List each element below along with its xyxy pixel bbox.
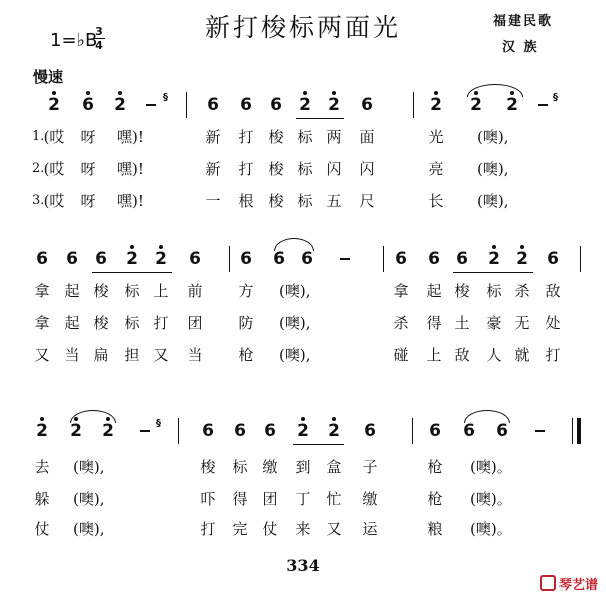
lyric-syllable: (哎 bbox=[43, 192, 65, 210]
lyric-syllable: 运 bbox=[362, 520, 378, 538]
note: 6 bbox=[273, 249, 285, 269]
time-signature-bottom: 4 bbox=[95, 39, 103, 52]
lyric-syllable: 五 bbox=[326, 192, 342, 210]
dash bbox=[340, 258, 350, 260]
note: 6 bbox=[456, 249, 468, 269]
lyric-syllable: 敌 bbox=[454, 346, 470, 364]
lyric-syllable: 梭 bbox=[200, 458, 216, 476]
lyric-syllable: (噢), bbox=[279, 346, 311, 364]
note: 6 bbox=[361, 95, 373, 115]
lyric-syllable: 忙 bbox=[326, 490, 342, 508]
lyric-syllable: 防 bbox=[238, 314, 254, 332]
lyric-syllable: 缴 bbox=[362, 490, 378, 508]
dash bbox=[146, 104, 156, 106]
note: 2 bbox=[326, 422, 342, 440]
lyric-syllable: 来 bbox=[295, 520, 311, 538]
lyric-syllable: 上 bbox=[426, 346, 442, 364]
lyric-syllable: 拿 bbox=[34, 314, 50, 332]
lyric-syllable: 人 bbox=[486, 346, 502, 364]
lyric-syllable: 完 bbox=[232, 520, 248, 538]
lyric-syllable: 打 bbox=[238, 128, 254, 146]
verse-number: 2. bbox=[32, 161, 45, 176]
lyric-syllable: 方 bbox=[238, 282, 254, 300]
lyric-syllable: 吓 bbox=[200, 490, 216, 508]
lyric-syllable: 标 bbox=[232, 458, 248, 476]
slur bbox=[70, 410, 116, 423]
lyric-syllable: (噢), bbox=[477, 192, 509, 210]
origin-ethnic: 汉 族 bbox=[502, 40, 539, 55]
note: 6 bbox=[395, 249, 407, 269]
lyric-syllable: 敌 bbox=[545, 282, 561, 300]
lyric-syllable: 枪 bbox=[238, 346, 254, 364]
lyric-syllable: 上 bbox=[153, 282, 169, 300]
time-signature bbox=[93, 26, 105, 51]
lyric-syllable: 豪 bbox=[486, 314, 502, 332]
lyric-syllable: 子 bbox=[362, 458, 378, 476]
lyric-syllable: (噢)。 bbox=[470, 490, 512, 508]
lyric-syllable: 梭 bbox=[93, 282, 109, 300]
tempo-marking: 慢速 bbox=[33, 68, 64, 86]
staff-line-1 bbox=[0, 88, 606, 128]
lyric-syllable: 打 bbox=[238, 160, 254, 178]
lyric-syllable: 闪 bbox=[359, 160, 375, 178]
lyric-syllable: (噢), bbox=[73, 520, 105, 538]
lyric-syllable: 担 bbox=[124, 346, 140, 364]
note: 6 bbox=[428, 249, 440, 269]
underline bbox=[453, 272, 533, 273]
note: 6 bbox=[264, 421, 276, 441]
lyric-syllable: 打 bbox=[545, 346, 561, 364]
note: 2 bbox=[100, 422, 116, 440]
note: 2 bbox=[124, 250, 140, 268]
lyric-syllable: (噢), bbox=[279, 282, 311, 300]
note: 6 bbox=[463, 421, 475, 441]
lyric-syllable: 一 bbox=[205, 192, 221, 210]
bar-line bbox=[572, 418, 573, 444]
lyric-syllable: 标 bbox=[297, 160, 313, 178]
lyric-syllable: 又 bbox=[153, 346, 169, 364]
note: 2 bbox=[514, 250, 530, 268]
lyric-syllable: 新 bbox=[205, 128, 221, 146]
bar-line bbox=[186, 92, 187, 118]
lyric-syllable: 起 bbox=[64, 282, 80, 300]
lyric-syllable: 梭 bbox=[268, 192, 284, 210]
lyric-syllable: 前 bbox=[187, 282, 203, 300]
underline bbox=[92, 272, 172, 273]
bar-line bbox=[178, 418, 179, 444]
note: 2 bbox=[112, 96, 128, 114]
lyric-syllable: 拿 bbox=[34, 282, 50, 300]
page-number: 334 bbox=[286, 556, 320, 575]
lyric-syllable: 标 bbox=[124, 282, 140, 300]
bar-line bbox=[580, 246, 581, 272]
song-title: 新打梭标两面光 bbox=[204, 13, 401, 42]
lyric-syllable: 标 bbox=[297, 128, 313, 146]
watermark-logo bbox=[540, 574, 598, 593]
lyric-syllable: 拿 bbox=[393, 282, 409, 300]
staff-line-2 bbox=[0, 242, 606, 282]
lyric-syllable: 团 bbox=[187, 314, 203, 332]
lyric-syllable: (噢)。 bbox=[470, 458, 512, 476]
lyric-syllable: 团 bbox=[262, 490, 278, 508]
dash bbox=[538, 104, 548, 106]
lyric-syllable: 嘿)! bbox=[117, 160, 144, 178]
origin-region: 福建民歌 bbox=[493, 14, 554, 29]
key-signature: 1=♭B bbox=[50, 30, 98, 51]
lyric-syllable: 呀 bbox=[80, 160, 96, 178]
lyric-syllable: 两 bbox=[326, 128, 342, 146]
lyric-syllable: 去 bbox=[34, 458, 50, 476]
dash bbox=[140, 430, 150, 432]
note: 6 bbox=[240, 95, 252, 115]
note: 6 bbox=[301, 249, 313, 269]
underline bbox=[296, 118, 344, 119]
lyric-syllable: 新 bbox=[205, 160, 221, 178]
note: 6 bbox=[189, 249, 201, 269]
lyric-syllable: 标 bbox=[297, 192, 313, 210]
bar-line bbox=[412, 418, 413, 444]
note: 6 bbox=[95, 249, 107, 269]
breath-mark: § bbox=[156, 418, 161, 429]
lyric-syllable: 嘿)! bbox=[117, 192, 144, 210]
note: 2 bbox=[34, 422, 50, 440]
staff-line-3 bbox=[0, 414, 606, 454]
verse-number: 3. bbox=[32, 193, 45, 208]
lyric-syllable: 仗 bbox=[34, 520, 50, 538]
lyric-syllable: 标 bbox=[486, 282, 502, 300]
lyric-syllable: 盒 bbox=[326, 458, 342, 476]
lyric-syllable: 打 bbox=[200, 520, 216, 538]
note: 2 bbox=[468, 96, 484, 114]
breath-mark: § bbox=[553, 92, 558, 103]
note: 2 bbox=[46, 96, 62, 114]
lyric-syllable: 面 bbox=[359, 128, 375, 146]
lyric-syllable: 起 bbox=[426, 282, 442, 300]
note: 2 bbox=[153, 250, 169, 268]
note: 6 bbox=[240, 249, 252, 269]
lyric-syllable: (哎 bbox=[43, 160, 65, 178]
lyric-syllable: 梭 bbox=[93, 314, 109, 332]
lyric-syllable: 枪 bbox=[427, 458, 443, 476]
logo-icon bbox=[540, 575, 556, 591]
lyric-syllable: (噢), bbox=[477, 128, 509, 146]
final-bar-line bbox=[577, 418, 581, 444]
slur bbox=[274, 238, 314, 251]
bar-line bbox=[413, 92, 414, 118]
note: 6 bbox=[36, 249, 48, 269]
lyric-syllable: 呀 bbox=[80, 128, 96, 146]
note: 2 bbox=[486, 250, 502, 268]
note: 2 bbox=[504, 96, 520, 114]
lyric-syllable: 闪 bbox=[326, 160, 342, 178]
lyric-syllable: (噢), bbox=[73, 490, 105, 508]
note: 2 bbox=[295, 422, 311, 440]
lyric-syllable: 无 bbox=[514, 314, 530, 332]
note: 6 bbox=[202, 421, 214, 441]
lyric-syllable: 缴 bbox=[262, 458, 278, 476]
lyric-syllable: 杀 bbox=[514, 282, 530, 300]
note: 6 bbox=[496, 421, 508, 441]
bar-line bbox=[383, 246, 384, 272]
lyric-syllable: 亮 bbox=[428, 160, 444, 178]
lyric-syllable: 处 bbox=[545, 314, 561, 332]
lyric-syllable: 杀 bbox=[393, 314, 409, 332]
lyric-syllable: 根 bbox=[238, 192, 254, 210]
note: 2 bbox=[68, 422, 84, 440]
slur bbox=[464, 410, 510, 423]
lyric-syllable: 打 bbox=[153, 314, 169, 332]
breath-mark: § bbox=[163, 92, 168, 103]
lyric-syllable: 得 bbox=[232, 490, 248, 508]
lyric-syllable: (噢), bbox=[279, 314, 311, 332]
bar-line bbox=[229, 246, 230, 272]
lyric-syllable: 嘿)! bbox=[117, 128, 144, 146]
lyric-syllable: 扁 bbox=[93, 346, 109, 364]
dash bbox=[535, 430, 545, 432]
lyric-syllable: 得 bbox=[426, 314, 442, 332]
note: 6 bbox=[66, 249, 78, 269]
note: 6 bbox=[547, 249, 559, 269]
lyric-syllable: 梭 bbox=[268, 128, 284, 146]
note: 6 bbox=[234, 421, 246, 441]
note: 6 bbox=[270, 95, 282, 115]
lyric-syllable: 梭 bbox=[268, 160, 284, 178]
lyric-syllable: 长 bbox=[428, 192, 444, 210]
underline bbox=[293, 444, 344, 445]
note: 2 bbox=[428, 96, 444, 114]
lyric-syllable: 标 bbox=[124, 314, 140, 332]
lyric-syllable: (哎 bbox=[43, 128, 65, 146]
lyric-syllable: 躲 bbox=[34, 490, 50, 508]
lyric-syllable: 仗 bbox=[262, 520, 278, 538]
lyric-syllable: 光 bbox=[428, 128, 444, 146]
lyric-syllable: 就 bbox=[514, 346, 530, 364]
slur bbox=[467, 84, 523, 97]
lyric-syllable: 呀 bbox=[80, 192, 96, 210]
watermark-text: 琴艺谱 bbox=[558, 578, 598, 593]
note: 6 bbox=[80, 96, 96, 114]
lyric-syllable: 又 bbox=[326, 520, 342, 538]
time-signature-top: 3 bbox=[95, 25, 103, 38]
lyric-syllable: (噢), bbox=[477, 160, 509, 178]
lyric-syllable: (噢)。 bbox=[470, 520, 512, 538]
lyric-syllable: 又 bbox=[34, 346, 50, 364]
lyric-syllable: 丁 bbox=[295, 490, 311, 508]
lyric-syllable: 碰 bbox=[393, 346, 409, 364]
lyric-syllable: (噢), bbox=[73, 458, 105, 476]
note: 2 bbox=[326, 96, 342, 114]
lyric-syllable: 枪 bbox=[427, 490, 443, 508]
verse-number: 1. bbox=[32, 129, 45, 144]
note: 2 bbox=[297, 96, 313, 114]
lyric-syllable: 尺 bbox=[359, 192, 375, 210]
lyric-syllable: 起 bbox=[64, 314, 80, 332]
lyric-syllable: 到 bbox=[295, 458, 311, 476]
note: 6 bbox=[364, 421, 376, 441]
lyric-syllable: 土 bbox=[454, 314, 470, 332]
lyric-syllable: 粮 bbox=[427, 520, 443, 538]
lyric-syllable: 当 bbox=[64, 346, 80, 364]
lyric-syllable: 梭 bbox=[454, 282, 470, 300]
note: 6 bbox=[207, 95, 219, 115]
note: 6 bbox=[429, 421, 441, 441]
lyric-syllable: 当 bbox=[187, 346, 203, 364]
